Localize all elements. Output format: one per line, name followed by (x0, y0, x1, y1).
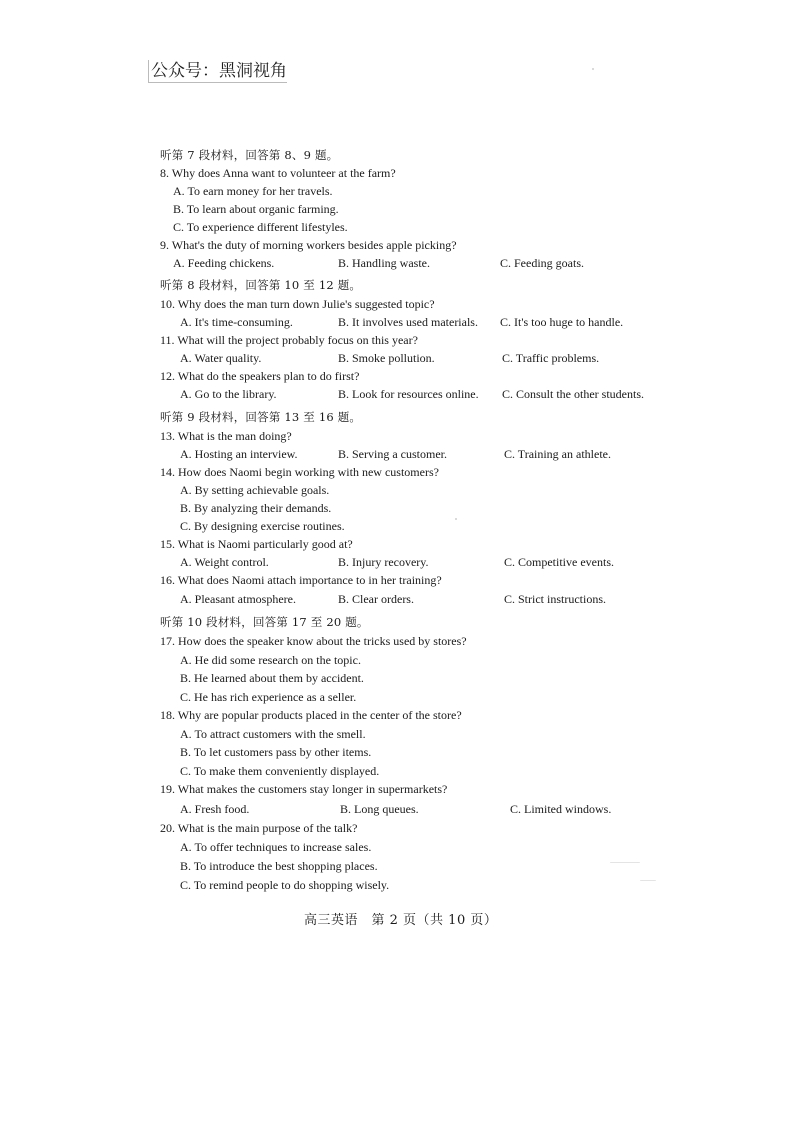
option-10c: C. It's too huge to handle. (500, 315, 624, 329)
option-19b: B. Long queues. (340, 802, 419, 816)
question-stem-19: 19. What makes the customers stay longer in supermarkets? (160, 782, 448, 796)
watermark: 公众号：黑洞视角 (148, 60, 287, 83)
option-8a: A. To earn money for her travels. (173, 184, 333, 198)
section-heading-9: 听第 9 段材料，回答第 13 至 16 题。 (160, 410, 362, 424)
option-9c: C. Feeding goats. (500, 256, 584, 270)
option-17b: B. He learned about them by accident. (180, 671, 364, 685)
option-9a: A. Feeding chickens. (173, 256, 275, 270)
option-11a: A. Water quality. (180, 351, 262, 365)
option-11c: C. Traffic problems. (502, 351, 600, 365)
option-10b: B. It involves used materials. (338, 315, 478, 329)
option-9b: B. Handling waste. (338, 256, 430, 270)
option-16a: A. Pleasant atmosphere. (180, 592, 296, 606)
option-13a: A. Hosting an interview. (180, 447, 298, 461)
option-17a: A. He did some research on the topic. (180, 653, 361, 667)
option-18b: B. To let customers pass by other items. (180, 745, 372, 759)
question-stem-14: 14. How does Naomi begin working with new customers? (160, 465, 439, 479)
option-20b: B. To introduce the best shopping places. (180, 859, 378, 873)
scan-speck (610, 862, 640, 863)
question-stem-13: 13. What is the man doing? (160, 429, 292, 443)
question-stem-11: 11. What will the project probably focus on this year? (160, 333, 418, 347)
option-12b: B. Look for resources online. (338, 387, 479, 401)
question-stem-20: 20. What is the main purpose of the talk? (160, 821, 358, 835)
question-stem-17: 17. How does the speaker know about the tricks used by stores? (160, 634, 467, 648)
option-15b: B. Injury recovery. (338, 555, 429, 569)
option-19a: A. Fresh food. (180, 802, 250, 816)
scan-speck (592, 68, 594, 70)
question-stem-18: 18. Why are popular products placed in the center of the store? (160, 708, 462, 722)
option-16c: C. Strict instructions. (504, 592, 606, 606)
option-17c: C. He has rich experience as a seller. (180, 690, 357, 704)
option-20c: C. To remind people to do shopping wisely. (180, 878, 390, 892)
question-stem-16: 16. What does Naomi attach importance to in her training? (160, 573, 442, 587)
option-14a: A. By setting achievable goals. (180, 483, 330, 497)
option-16b: B. Clear orders. (338, 592, 414, 606)
option-12c: C. Consult the other students. (502, 387, 644, 401)
option-10a: A. It's time-consuming. (180, 315, 293, 329)
option-19c: C. Limited windows. (510, 802, 612, 816)
scan-speck (640, 880, 656, 881)
option-8b: B. To learn about organic farming. (173, 202, 339, 216)
question-stem-9: 9. What's the duty of morning workers besides apple picking? (160, 238, 457, 252)
option-8c: C. To experience different lifestyles. (173, 220, 348, 234)
option-13b: B. Serving a customer. (338, 447, 447, 461)
option-15c: C. Competitive events. (504, 555, 614, 569)
section-heading-7: 听第 7 段材料，回答第 8、9 题。 (160, 148, 339, 162)
section-heading-10: 听第 10 段材料，回答第 17 至 20 题。 (160, 615, 369, 629)
question-stem-15: 15. What is Naomi particularly good at? (160, 537, 353, 551)
option-14c: C. By designing exercise routines. (180, 519, 345, 533)
option-13c: C. Training an athlete. (504, 447, 611, 461)
option-14b: B. By analyzing their demands. (180, 501, 332, 515)
option-11b: B. Smoke pollution. (338, 351, 435, 365)
page-footer: 高三英语 第 2 页（共 10 页） (304, 913, 498, 928)
option-18c: C. To make them conveniently displayed. (180, 764, 380, 778)
option-12a: A. Go to the library. (180, 387, 277, 401)
question-stem-8: 8. Why does Anna want to volunteer at the farm? (160, 166, 396, 180)
question-stem-12: 12. What do the speakers plan to do first? (160, 369, 360, 383)
scan-speck (455, 518, 457, 520)
question-stem-10: 10. Why does the man turn down Julie's suggested topic? (160, 297, 435, 311)
section-heading-8: 听第 8 段材料，回答第 10 至 12 题。 (160, 278, 362, 292)
option-15a: A. Weight control. (180, 555, 269, 569)
option-20a: A. To offer techniques to increase sales. (180, 840, 372, 854)
option-18a: A. To attract customers with the smell. (180, 727, 366, 741)
